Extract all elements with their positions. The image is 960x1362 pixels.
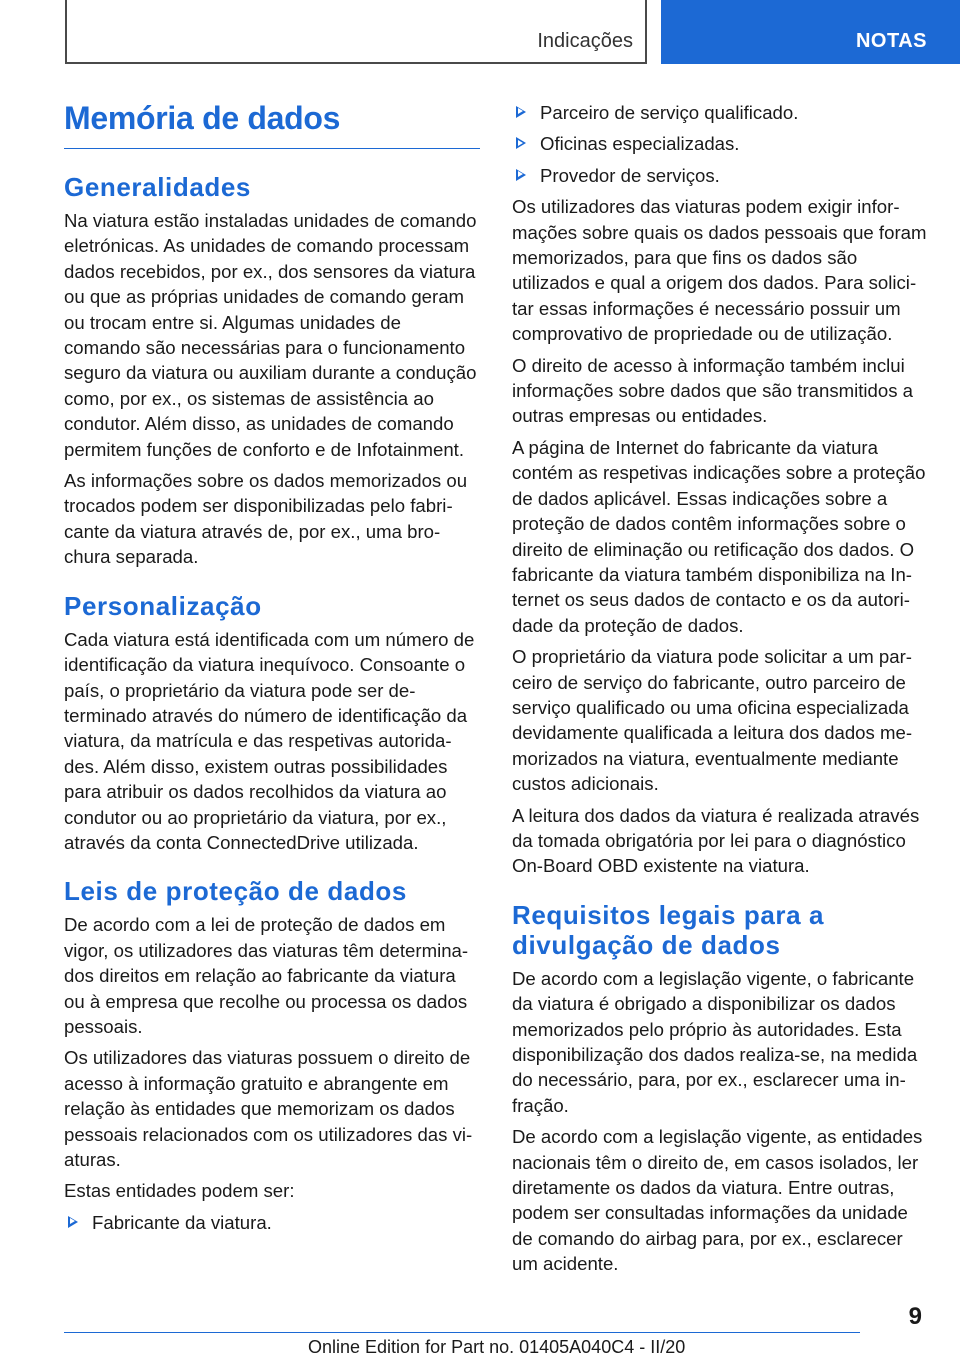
triangle-bullet-icon [68, 1216, 78, 1228]
paragraph: De acordo com a legislação vigente, o fabricante da viatura é obrigado a disponibilizar os dados memorizados pelo próprio às autoridades. Esta disponibilização dos dados realiza-se, na medida do necessário, para, por ex., esclarecer uma infração. [512, 967, 918, 1116]
triangle-bullet-icon [516, 169, 526, 181]
left-column [64, 98, 480, 1241]
header-section-label: Indicações [537, 30, 633, 52]
header-tab-label: NOTAS [855, 30, 927, 52]
heading-generalidades: Generalidades [64, 172, 251, 202]
paragraph: O direito de acesso à informação também inclui informações sobre dados que são transmitidos a outras empresas ou entidades. [512, 354, 914, 427]
bullet-list [64, 1210, 480, 1235]
right-column [512, 100, 928, 1283]
bullet-list [512, 100, 928, 188]
paragraph: Os utilizadores das viaturas possuem o direito de acesso à informação gratuito e abrangente em relação às entidades que memorizam os dados pessoais relacionados com os utilizadores das viaturas. [64, 1047, 473, 1170]
heading-leis-protecao-dados: Leis de proteção de dados [64, 876, 407, 907]
page-title: Memória de dados [64, 98, 480, 149]
triangle-bullet-icon [516, 137, 526, 149]
paragraph: As informações sobre os dados memorizados ou trocados podem ser disponibilizadas pelo fabricante da viatura através de, por ex., uma brochura separada. [64, 470, 468, 568]
list-item [64, 1210, 480, 1235]
paragraph: O proprietário da viatura pode solicitar a um parceiro de serviço do fabricante, outro parceiro de serviço qualificado ou uma oficina especializada devidamente qualificada a leitura dos dados memorizados na viatura, eventualmente mediante custos adicionais. [512, 646, 913, 795]
triangle-bullet-icon [516, 106, 526, 118]
paragraph: De acordo com a legislação vigente, as entidades nacionais têm o direito de, em casos isolados, ler diretamente os dados da viatura. Entre outras, podem ser consultadas informações da unidade de comando do airbag para, por ex., esclarecer um acidente. [512, 1126, 923, 1275]
header-tab-notas[interactable] [661, 0, 960, 64]
page-number: 9 [908, 1303, 922, 1330]
list-item-text: Parceiro de serviço qualificado. [540, 102, 799, 123]
heading-requisitos-legais: Requisitos legais para a divulgação de dados [512, 899, 825, 960]
list-item-text: Oficinas especializadas. [540, 133, 740, 155]
list-item [512, 131, 928, 156]
paragraph: A página de Internet do fabricante da viatura contém as respetivas indicações sobre a proteção de dados aplicável. Essas indicações sobre a proteção de dados contêm informações sobre o direito de eliminação ou retificação dos dados. O fabricante da viatura também disponibiliza na Internet os seus dados de contacto e os da autoridade da proteção de dados. [512, 436, 926, 636]
paragraph: Na viatura estão instaladas unidades de comando eletrónicas. As unidades de comando processam dados recebidos, por ex., dos sensores da viatura ou que as próprias unidades de comando geram ou trocam entre si. Algumas unidades de comando são necessárias para o funcionamento seguro da viatura ou auxiliam durante a condução como, por ex., os sistemas de assistência ao condutor. Além disso, as unidades de comando permitem funções de conforto e de Infotainment. [64, 210, 477, 460]
paragraph: De acordo com a lei de proteção de dados em vigor, os utilizadores das viaturas têm determinados direitos em relação ao fabricante da viatura ou à empresa que recolhe ou processa os dados pessoais. [64, 914, 469, 1037]
list-item [512, 163, 928, 188]
heading-personalizacao: Personalização [64, 590, 262, 621]
list-item-text: Provedor de serviços. [540, 164, 720, 186]
paragraph: Cada viatura está identificada com um número de identificação da viatura inequívoco. Consoante o país, o proprietário da viatura pode ser determinado através do número de identificação da viatura, da matrícula e das respetivas autoridades. Além disso, existem outras possibilidades para atribuir os dados recolhidos da viatura ao condutor ou ao proprietário da viatura, por ex., através da conta ConnectedDrive utilizada. [64, 628, 475, 853]
list-item [512, 100, 928, 125]
paragraph: Os utilizadores das viaturas podem exigir informações sobre quais os dados pessoais que foram memorizados, para que fins os dados são utilizados e qual a origem dos dados. Para solicitar essas informações é necessário possuir um comprovativo de propriedade ou de utilização. [512, 196, 927, 345]
header-section-box [65, 0, 647, 64]
list-item-text: Fabricante da viatura. [92, 1211, 272, 1233]
footer-edition: Online Edition for Part no. 01405A040C4 - II/20 [308, 1337, 686, 1357]
paragraph: A leitura dos dados da viatura é realizada através da tomada obrigatória por lei para o diagnóstico On-Board OBD existente na viatura. [512, 804, 920, 877]
paragraph: Estas entidades podem ser: [64, 1180, 295, 1202]
footer-divider [64, 1332, 860, 1333]
